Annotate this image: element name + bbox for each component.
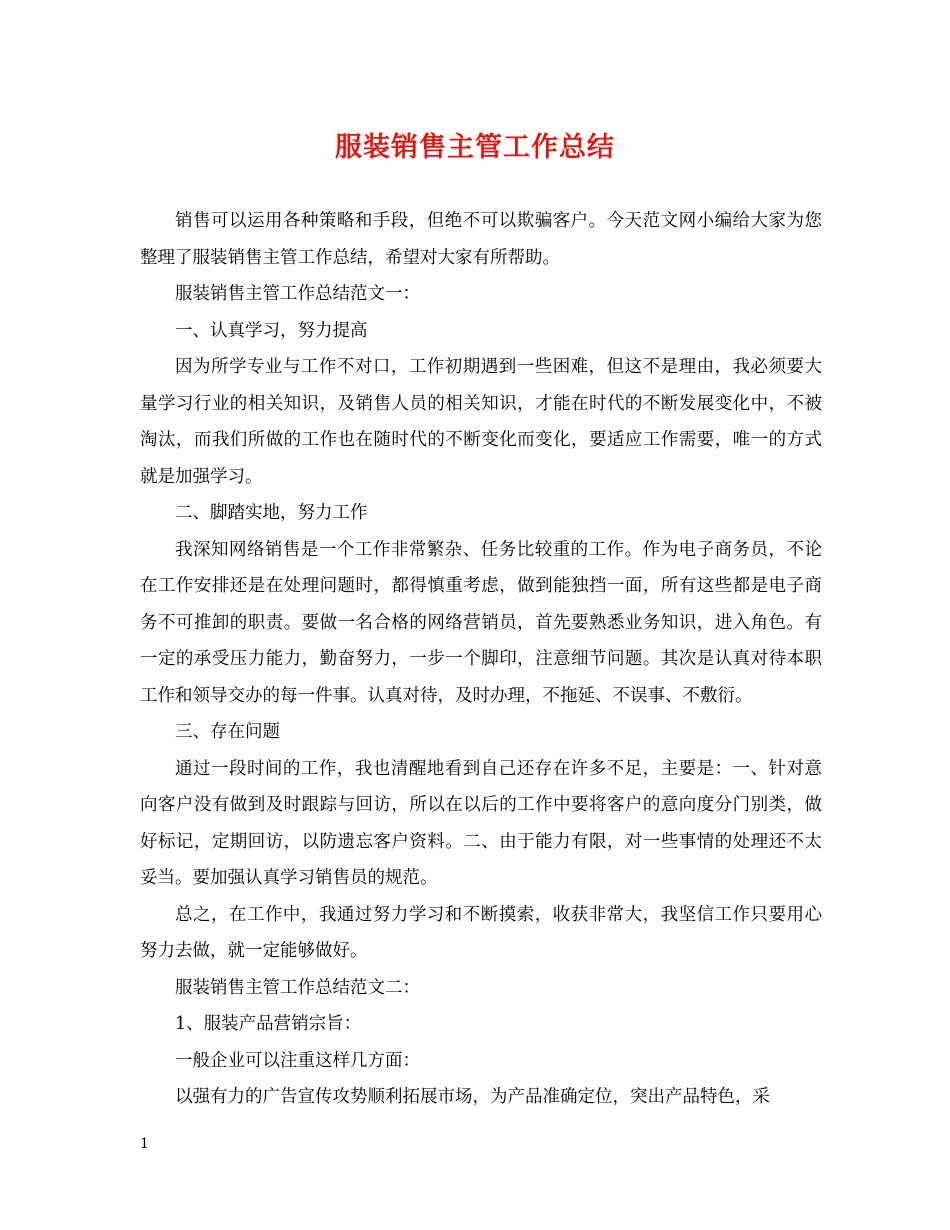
document-title: 服装销售主管工作总结 — [335, 132, 615, 163]
paragraph-conclusion: 总之，在工作中，我通过努力学习和不断摸索，收获非常大，我坚信工作只要用心努力去做，就一定能够做好。 — [140, 904, 822, 961]
section-heading-study: 一、认真学习，努力提高 — [175, 320, 368, 341]
paragraph-work: 我深知网络销售是一个工作非常繁杂、任务比较重的工作。作为电子商务员，不论在工作安排还是在处理问题时，都得慎重考虑，做到能独挡一面，所有这些都是电子商务不可推卸的职责。要做一名合格的网络营销员，首先要熟悉业务知识，进入角色。有一定的承受压力能力，勤奋努力，一步一个脚印，注意细节问题。其次是认真对待本职工作和领导交办的每一件事。认真对待，及时办理，不拖延、不误事、不敷衍。 — [140, 539, 822, 706]
page-number: 1 — [140, 1136, 149, 1152]
paragraph-advertising: 以强有力的广告宣传攻势顺利拓展市场，为产品准确定位，突出产品特色，采 — [175, 1087, 770, 1107]
paragraph-problems: 通过一段时间的工作，我也清醒地看到自己还存在许多不足，主要是：一、针对意向客户没有做到及时跟踪与回访，所以在以后的工作中要将客户的意向度分门别类，做好标记，定期回访，以防遗忘客户资料。二、由于能力有限，对一些事情的处理还不太妥当。要加强认真学习销售员的规范。 — [140, 758, 822, 888]
paragraph-intro: 销售可以运用各种策略和手段，但绝不可以欺骗客户。今天范文网小编给大家为您整理了服装销售主管工作总结，希望对大家有所帮助。 — [140, 211, 822, 268]
section-heading-marketing-purpose: 1、服装产品营销宗旨： — [175, 1014, 362, 1034]
section-heading-work: 二、脚踏实地，努力工作 — [175, 503, 368, 523]
paragraph-sample-one-heading: 服装销售主管工作总结范文一： — [175, 284, 420, 304]
document-body — [140, 203, 822, 1116]
paragraph-sample-two-heading: 服装销售主管工作总结范文二： — [175, 977, 420, 998]
paragraph-study: 因为所学专业与工作不对口，工作初期遇到一些困难，但这不是理由，我必须要大量学习行业的相关知识，及销售人员的相关知识，才能在时代的不断发展变化中，不被淘汰，而我们所做的工作也在随时代的不断变化而变化，要适应工作需要，唯一的方式就是加强学习。 — [140, 357, 822, 487]
paragraph-focus-areas: 一般企业可以注重这样几方面： — [175, 1050, 420, 1071]
section-heading-problems: 三、存在问题 — [175, 722, 280, 742]
